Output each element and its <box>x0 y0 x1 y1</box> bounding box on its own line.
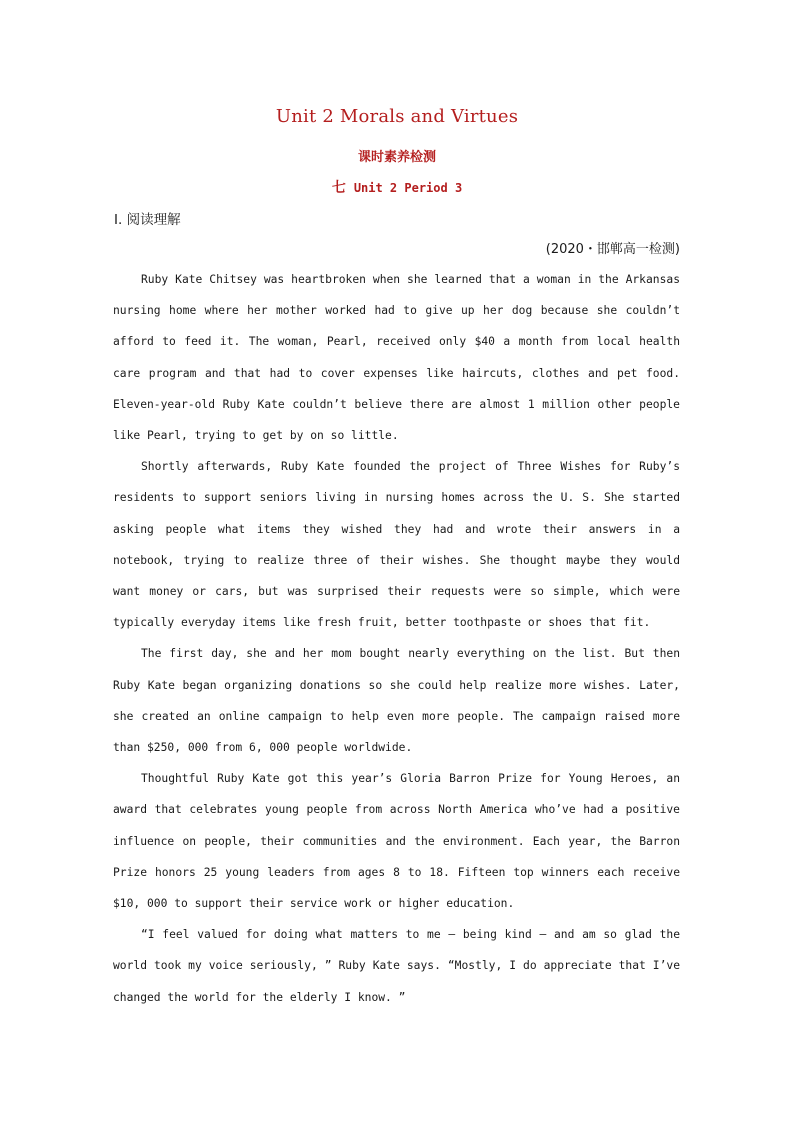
period-label: Unit 2 Period 3 <box>353 181 463 195</box>
paragraph: Thoughtful Ruby Kate got this year’s Gloria Barron Prize for Young Heroes, an award that celebrates young people from across North America who’ve had a positive influence on people, their communities and the environment. Each year, the Barron Prize honors 25 young leaders from ages 8 to 18. Fifteen top winners each receive $10, 000 to support their service work or higher education. <box>113 772 680 911</box>
paragraph: Ruby Kate Chitsey was heartbroken when she learned that a woman in the Arkansas nursing home where her mother worked had to give up her dog because she couldn’t afford to feed it. The woman, Pearl, received only $40 a month from local health care program and that had to cover expenses like haircuts, clothes and pet food. Eleven-year-old Ruby Kate couldn’t believe there are almost 1 million other people like Pearl, trying to get by on so little. <box>113 273 680 443</box>
period-prefix: 七 <box>331 180 346 196</box>
reading-passage <box>113 264 680 1013</box>
source-note: (2020・邯郸高一检测) <box>545 242 680 257</box>
worksheet-subtitle: 课时素养检测 <box>357 150 436 165</box>
paragraph: The first day, she and her mom bought nearly everything on the list. But then Ruby Kate began organizing donations so she could help realize more wishes. Later, she created an online campaign to help even more people. The campaign raised more than $250, 000 from 6, 000 people worldwide. <box>113 647 680 755</box>
period-heading <box>0 177 794 197</box>
paragraph: Shortly afterwards, Ruby Kate founded the project of Three Wishes for Ruby’s residents to support seniors living in nursing homes across the U. S. She started asking people what items they wished they had and wrote their answers in a notebook, trying to realize three of their wishes. She thought maybe they would want money or cars, but was surprised their requests were so simple, which were typically everyday items like fresh fruit, better toothpaste or shoes that fit. <box>113 460 680 630</box>
paragraph: “I feel valued for doing what matters to me — being kind — and am so glad the world took my voice seriously, ” Ruby Kate says. “Mostly, I do appreciate that I’ve changed the world for the elderly I know. ” <box>113 928 680 1004</box>
unit-title: Unit 2 Morals and Virtues <box>275 106 519 127</box>
section-heading: Ⅰ. 阅读理解 <box>114 212 181 228</box>
